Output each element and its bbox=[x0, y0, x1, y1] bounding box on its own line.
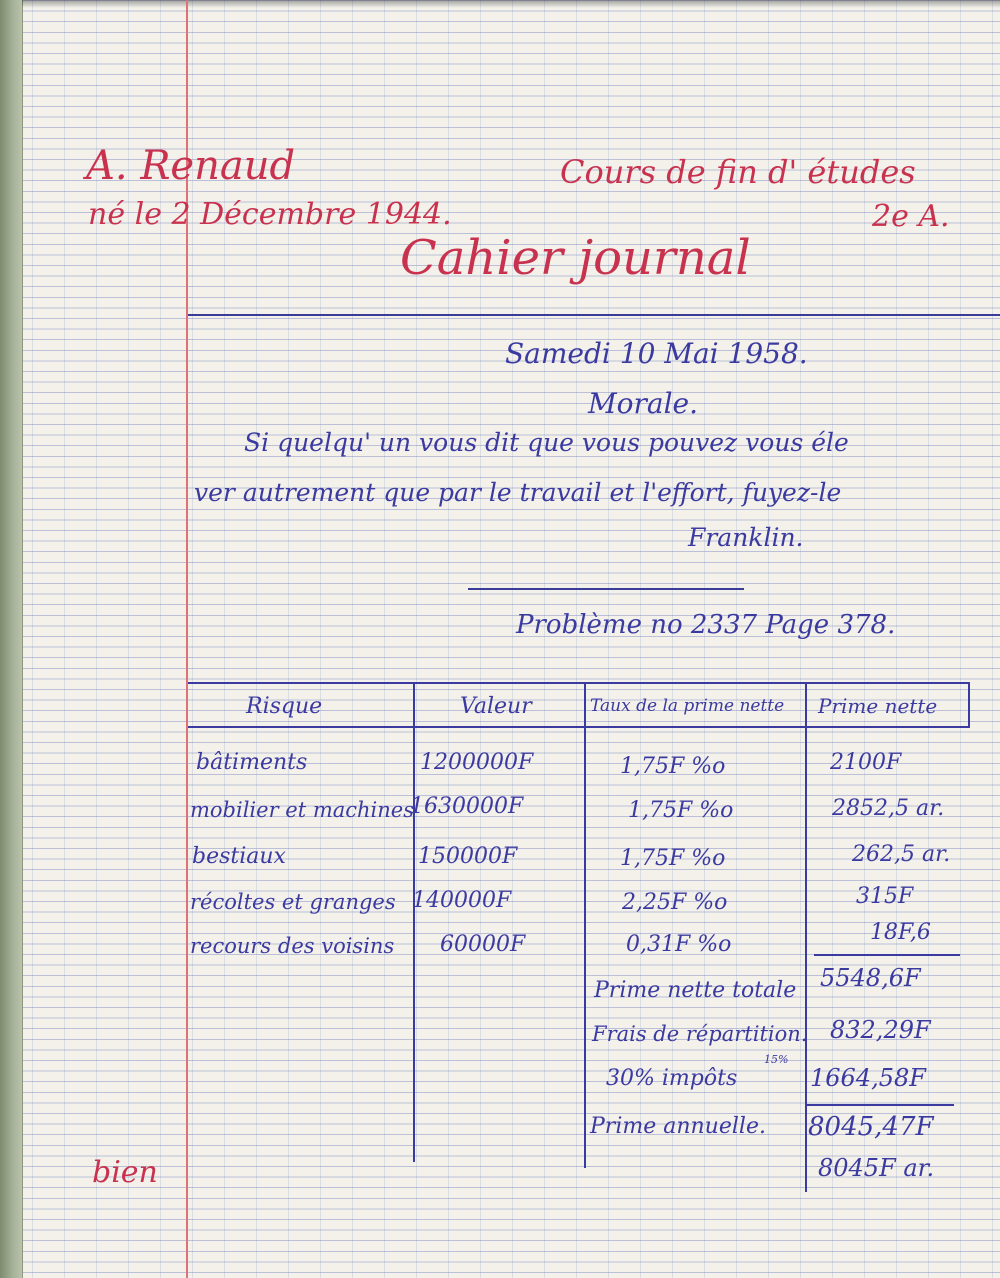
header-valeur: Valeur bbox=[460, 694, 532, 719]
lesson-subject: Morale. bbox=[588, 387, 699, 420]
quote-line-1: Si quelqu' un vous dit que vous pouvez vous éle bbox=[244, 428, 849, 457]
risque-cell: bestiaux bbox=[192, 844, 286, 869]
risque-cell: recours des voisins bbox=[190, 934, 395, 958]
valeur-cell: 1200000F bbox=[420, 750, 534, 775]
valeur-cell: 60000F bbox=[440, 932, 526, 957]
prime-cell: 2852,5 ar. bbox=[832, 796, 945, 821]
page-title: Cahier journal bbox=[400, 230, 751, 286]
total-line bbox=[806, 1104, 954, 1106]
risque-cell: récoltes et granges bbox=[190, 890, 396, 914]
student-name: A. Renaud bbox=[86, 143, 296, 189]
table-col-border-1 bbox=[413, 682, 415, 1162]
total-value-impots: 1664,58F bbox=[810, 1064, 926, 1092]
prime-cell: 18F,6 bbox=[870, 920, 931, 945]
header-taux: Taux de la prime nette bbox=[590, 696, 785, 716]
table-col-border-3 bbox=[805, 682, 807, 1192]
table-header-border bbox=[188, 726, 970, 728]
quote-author: Franklin. bbox=[688, 523, 804, 552]
margin-line bbox=[186, 0, 188, 1278]
separator-line bbox=[468, 588, 744, 590]
tax-rate-note: 15% bbox=[764, 1053, 789, 1066]
lesson-date: Samedi 10 Mai 1958. bbox=[505, 337, 808, 370]
total-label-impots: 30% impôts bbox=[606, 1066, 738, 1091]
taux-cell: 1,75F %o bbox=[620, 846, 726, 871]
final-rounded-value: 8045F ar. bbox=[818, 1154, 935, 1182]
taux-cell: 2,25F %o bbox=[622, 890, 728, 915]
table-col-border-4 bbox=[968, 682, 970, 726]
prime-cell: 262,5 ar. bbox=[852, 842, 951, 867]
subtotal-line bbox=[814, 954, 960, 956]
total-value-frais: 832,29F bbox=[830, 1016, 931, 1044]
header-prime: Prime nette bbox=[818, 694, 938, 718]
table-top-border bbox=[188, 682, 970, 684]
taux-cell: 0,31F %o bbox=[626, 932, 732, 957]
page-shadow bbox=[22, 0, 1000, 8]
total-value-annual: 8045,47F bbox=[808, 1112, 934, 1142]
cover-edge bbox=[0, 0, 23, 1278]
header-risque: Risque bbox=[246, 694, 323, 719]
total-label-annual: Prime annuelle. bbox=[590, 1114, 766, 1139]
taux-cell: 1,75F %o bbox=[628, 798, 734, 823]
section-label: 2e A. bbox=[872, 199, 950, 234]
risque-cell: mobilier et machines bbox=[190, 798, 414, 822]
total-value-net: 5548,6F bbox=[820, 964, 921, 992]
prime-cell: 315F bbox=[856, 884, 914, 909]
valeur-cell: 150000F bbox=[418, 844, 518, 869]
birth-date: né le 2 Décembre 1944. bbox=[88, 197, 452, 232]
prime-cell: 2100F bbox=[830, 750, 902, 775]
valeur-cell: 140000F bbox=[412, 888, 512, 913]
quote-line-2: ver autrement que par le travail et l'effort, fuyez-le bbox=[194, 478, 842, 507]
valeur-cell: 1630000F bbox=[410, 794, 524, 819]
total-label-net: Prime nette totale bbox=[594, 978, 797, 1003]
total-label-frais: Frais de répartition. bbox=[592, 1022, 808, 1046]
table-col-border-2 bbox=[584, 682, 586, 1168]
risque-cell: bâtiments bbox=[196, 750, 308, 775]
problem-reference: Problème no 2337 Page 378. bbox=[516, 610, 896, 640]
title-underline bbox=[188, 314, 1000, 316]
taux-cell: 1,75F %o bbox=[620, 754, 726, 779]
teacher-grade: bien bbox=[92, 1155, 158, 1190]
course-label: Cours de fin d' études bbox=[560, 153, 916, 191]
